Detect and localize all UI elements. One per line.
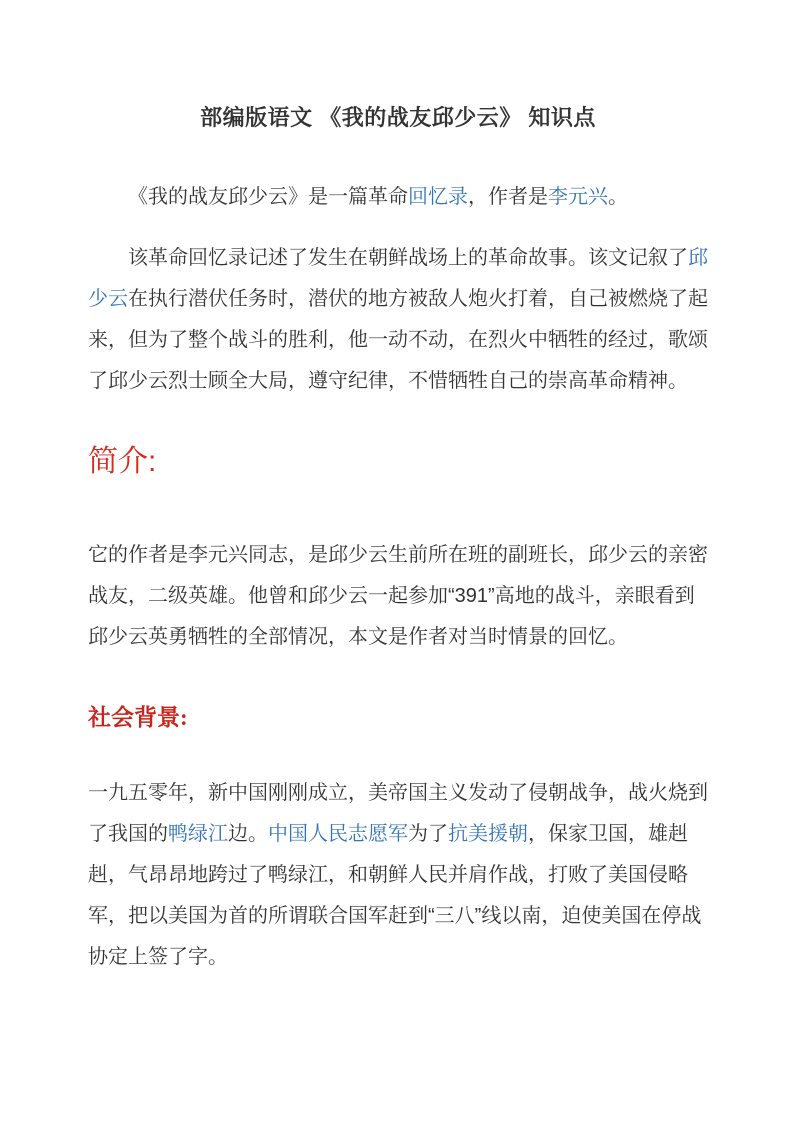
section-heading-background: 社会背景: — [88, 705, 188, 730]
paragraph-story — [88, 238, 708, 402]
paragraph-summary — [88, 177, 708, 218]
text-run: 。 — [608, 186, 628, 208]
link-li-yuanxing[interactable]: 李元兴 — [548, 186, 608, 208]
link-volunteer-army[interactable]: 中国人民志愿军 — [268, 823, 408, 845]
link-qiu-shaoyun[interactable]: 邱少云 — [88, 247, 708, 310]
text-run: 边。 — [228, 823, 268, 845]
link-yalu-river[interactable]: 鸭绿江 — [168, 823, 228, 845]
text-run: 一九五零年，新中国刚刚成立，美帝国主义发动了侵朝战争，战火烧到了我国的 — [88, 782, 708, 845]
link-memoir[interactable]: 回忆录 — [408, 186, 468, 208]
section-heading-intro: 简介: — [88, 445, 157, 478]
text-run: 该革命回忆录记述了发生在朝鲜战场上的革命故事。该文记叙了 — [128, 247, 688, 269]
link-resist-us-aid-korea[interactable]: 抗美援朝 — [448, 823, 528, 845]
text-run: 为了 — [408, 823, 448, 845]
paragraph-author-intro — [88, 535, 708, 658]
text-run: 它的作者是李元兴同志，是邱少云生前所在班的副班长，邱少云的亲密战友，二级英雄。他曾和邱少云一起参加“391”高地的战斗，亲眼看到邱少云英勇牺牲的全部情况，本文是作者对当时情景的回忆。 — [88, 544, 708, 648]
text-run: 《我的战友邱少云》是一篇革命 — [128, 186, 408, 208]
text-run: ，作者是 — [468, 186, 548, 208]
text-run: ，保家卫国，雄赳赳，气昂昂地跨过了鸭绿江，和朝鲜人民并肩作战，打败了美国侵略军，把以美国为首的所谓联合国军赶到“三八”线以南，迫使美国在停战协定上签了字。 — [88, 823, 702, 968]
page-title: 部编版语文 《我的战友邱少云》 知识点 — [200, 105, 596, 130]
paragraph-social-background — [88, 773, 708, 978]
text-run: 在执行潜伏任务时，潜伏的地方被敌人炮火打着，自己被燃烧了起来，但为了整个战斗的胜利，他一动不动，在烈火中牺牲的经过，歌颂了邱少云烈士顾全大局，遵守纪律，不惜牺牲自己的崇高革命精神。 — [88, 288, 708, 392]
